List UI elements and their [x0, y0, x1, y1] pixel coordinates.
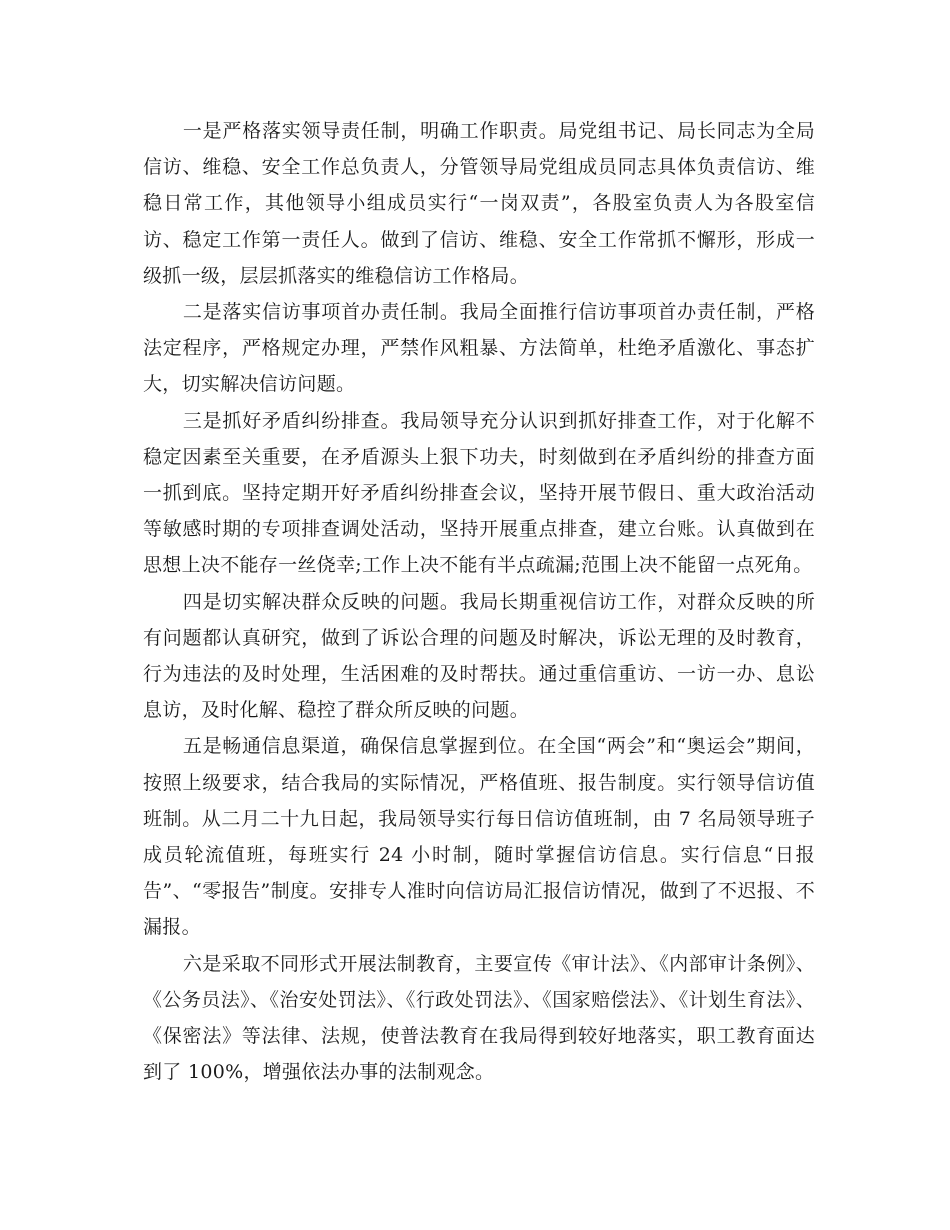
- paragraph-1: 一是严格落实领导责任制，明确工作职责。局党组书记、局长同志为全局信访、维稳、安全工作总负责人，分管领导局党组成员同志具体负责信访、维稳日常工作，其他领导小组成员实行“一岗双责”，各股室负责人为各股室信访、稳定工作第一责任人。做到了信访、维稳、安全工作常抓不懈形，形成一级抓一级，层层抓落实的维稳信访工作格局。: [143, 120, 815, 287]
- paragraph-5: 五是畅通信息渠道，确保信息掌握到位。在全国“两会”和“奥运会”期间，按照上级要求，结合我局的实际情况，严格值班、报告制度。实行领导信访值班制。从二月二十九日起，我局领导实行每日信访值班制，由 7 名局领导班子成员轮流值班，每班实行 24 小时制，随时掌握信访信息。实行信息“日报告”、“零报告”制度。安排专人准时向信访局汇报信访情况，做到了不迟报、不漏报。: [143, 735, 815, 939]
- document-body: [143, 113, 815, 1090]
- paragraph-2: 二是落实信访事项首办责任制。我局全面推行信访事项首办责任制，严格法定程序，严格规定办理，严禁作风粗暴、方法简单，杜绝矛盾激化、事态扩大，切实解决信访问题。: [143, 301, 815, 396]
- paragraph-4: 四是切实解决群众反映的问题。我局长期重视信访工作，对群众反映的所有问题都认真研究，做到了诉讼合理的问题及时解决，诉讼无理的及时教育，行为违法的及时处理，生活困难的及时帮扶。通过重信重访、一访一办、息讼息访，及时化解、稳控了群众所反映的问题。: [143, 590, 815, 722]
- paragraph-3: 三是抓好矛盾纠纷排查。我局领导充分认识到抓好排查工作，对于化解不稳定因素至关重要，在矛盾源头上狠下功夫，时刻做到在矛盾纠纷的排查方面一抓到底。坚持定期开好矛盾纠纷排查会议，坚持开展节假日、重大政治活动等敏感时期的专项排查调处活动，坚持开展重点排查，建立台账。认真做到在思想上决不能存一丝侥幸;工作上决不能有半点疏漏;范围上决不能留一点死角。: [143, 409, 815, 577]
- paragraph-6: 六是采取不同形式开展法制教育，主要宣传《审计法》、《内部审计条例》、《公务员法》、《治安处罚法》、《行政处罚法》、《国家赔偿法》、《计划生育法》、《保密法》等法律、法规，使普法教育在我局得到较好地落实，职工教育面达到了 100%，增强依法办事的法制观念。: [143, 952, 815, 1084]
